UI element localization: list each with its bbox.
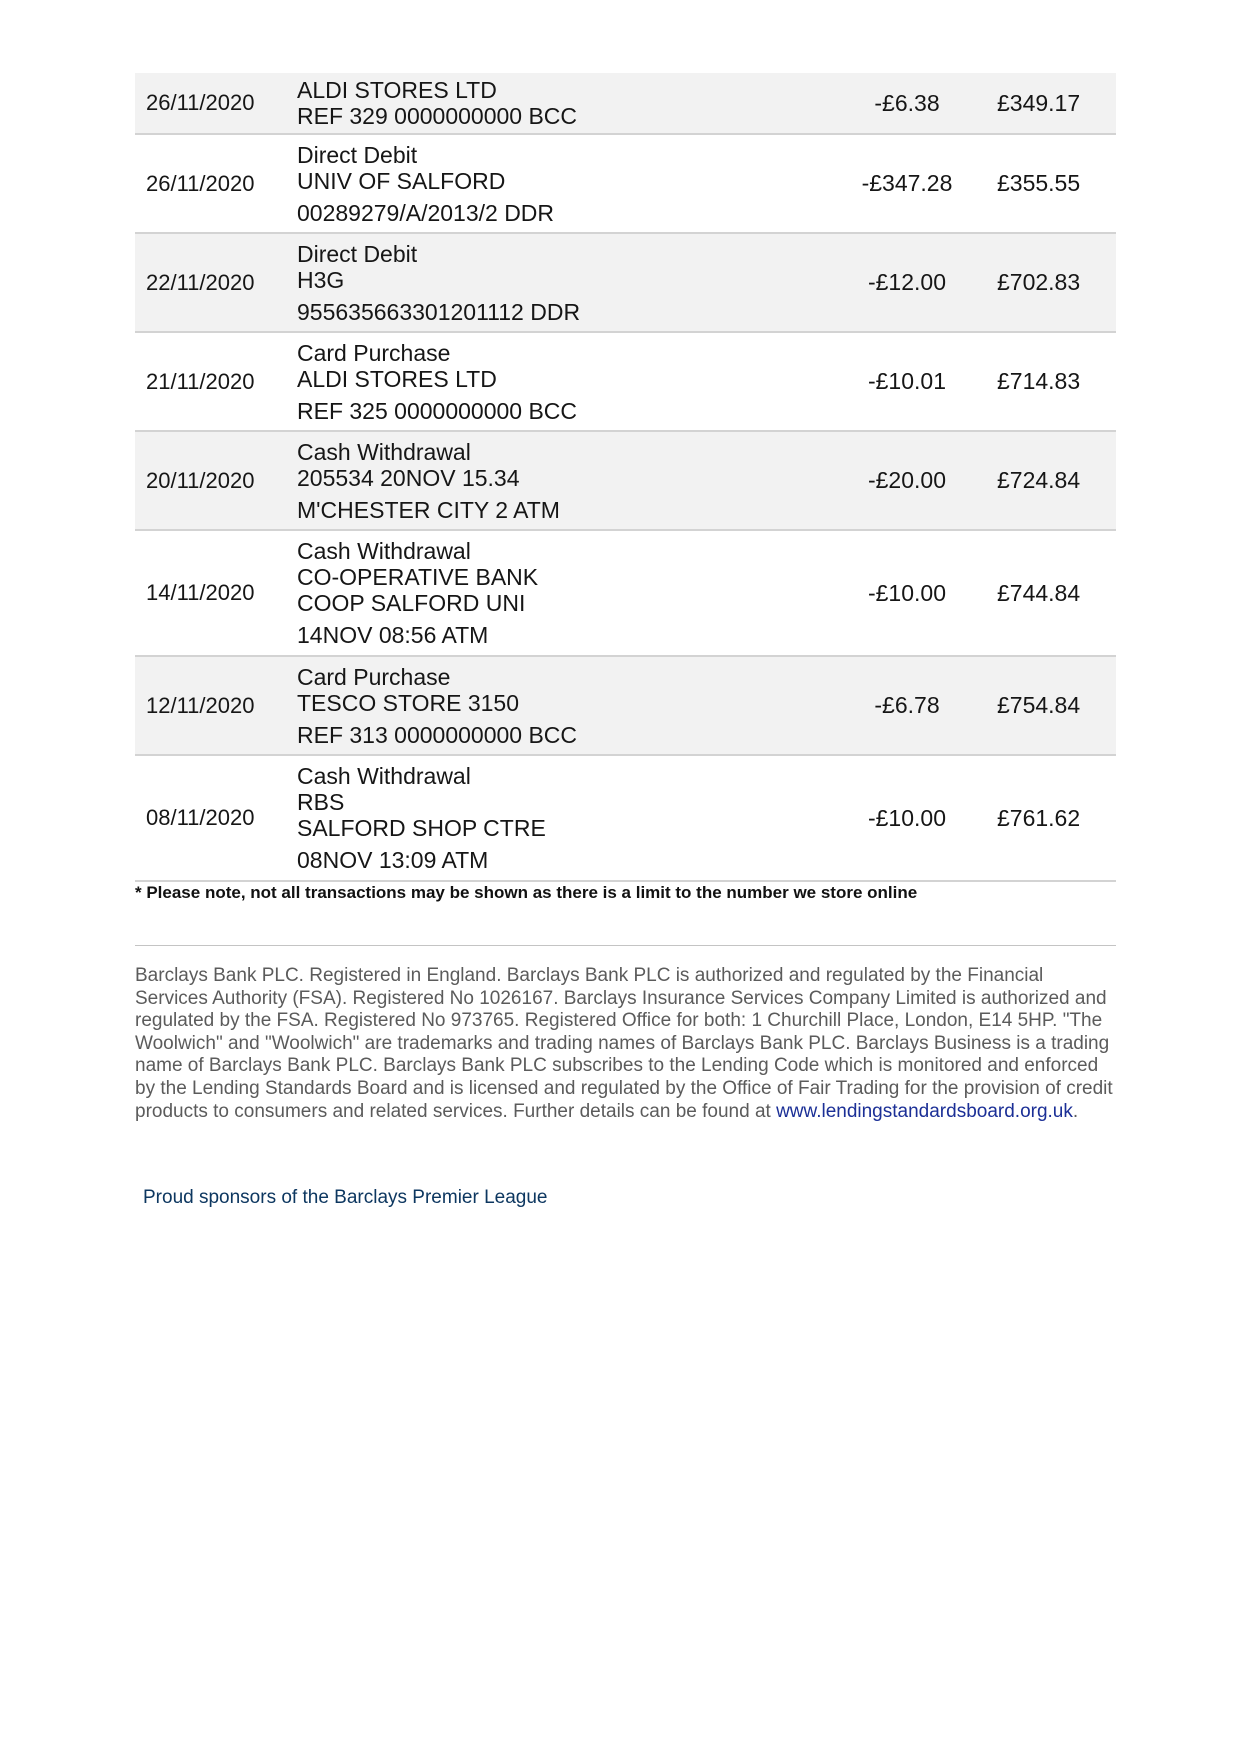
transaction-balance: £349.17 bbox=[997, 89, 1081, 116]
transaction-description bbox=[297, 73, 827, 133]
transactions-footnote: * Please note, not all transactions may be shown as there is a limit to the number we store online bbox=[135, 883, 918, 902]
transaction-description bbox=[297, 135, 827, 232]
transaction-date: 22/11/2020 bbox=[146, 269, 255, 295]
transaction-description bbox=[297, 756, 827, 880]
transaction-description bbox=[297, 432, 827, 529]
transaction-date: 14/11/2020 bbox=[146, 580, 255, 605]
transaction-balance: £744.84 bbox=[997, 579, 1081, 606]
transaction-balance: £761.62 bbox=[997, 804, 1081, 831]
description-line: Direct Debit bbox=[297, 141, 418, 168]
transaction-row bbox=[135, 73, 1116, 135]
transaction-row bbox=[135, 234, 1116, 333]
transaction-row bbox=[135, 333, 1116, 432]
description-line: SALFORD SHOP CTRE bbox=[297, 815, 546, 841]
description-line: Cash Withdrawal bbox=[297, 438, 471, 465]
description-line: TESCO STORE 3150 bbox=[297, 689, 519, 716]
description-line: Card Purchase bbox=[297, 663, 451, 690]
sponsor-text: Proud sponsors of the Barclays Premier League bbox=[143, 1187, 548, 1208]
transaction-balance: £355.55 bbox=[997, 170, 1081, 196]
description-line: CO-OPERATIVE BANK bbox=[297, 564, 539, 590]
transaction-date: 26/11/2020 bbox=[146, 170, 255, 196]
transaction-date: 08/11/2020 bbox=[146, 805, 255, 830]
transaction-balance: £702.83 bbox=[997, 269, 1081, 295]
transaction-row bbox=[135, 135, 1116, 234]
footer-divider bbox=[135, 945, 1116, 946]
description-line: RBS bbox=[297, 789, 345, 815]
description-line: 00289279/A/2013/2 DDR bbox=[297, 199, 555, 226]
transaction-date: 12/11/2020 bbox=[146, 692, 255, 718]
transaction-row bbox=[135, 432, 1116, 531]
description-line: REF 329 0000000000 BCC bbox=[297, 103, 578, 129]
description-line: M'CHESTER CITY 2 ATM bbox=[297, 496, 560, 523]
transaction-description bbox=[297, 531, 827, 655]
description-line: UNIV OF SALFORD bbox=[297, 167, 506, 194]
description-line: 14NOV 08:56 ATM bbox=[297, 622, 489, 648]
transaction-description bbox=[297, 657, 827, 754]
transaction-amount: -£10.00 bbox=[867, 804, 946, 831]
transaction-date: 26/11/2020 bbox=[146, 90, 255, 115]
legal-disclaimer bbox=[135, 965, 1118, 1123]
transaction-description bbox=[297, 333, 827, 430]
description-line: Cash Withdrawal bbox=[297, 763, 471, 789]
transactions-table bbox=[135, 73, 1116, 882]
description-line: COOP SALFORD UNI bbox=[297, 590, 526, 616]
transaction-amount: -£6.38 bbox=[874, 89, 940, 116]
transaction-amount: -£20.00 bbox=[867, 467, 946, 493]
transaction-row bbox=[135, 531, 1116, 657]
description-line: ALDI STORES LTD bbox=[297, 365, 497, 392]
transaction-date: 20/11/2020 bbox=[146, 467, 255, 493]
legal-suffix: . bbox=[1072, 1100, 1079, 1122]
description-line: 955635663301201112 DDR bbox=[297, 298, 581, 325]
description-line: REF 325 0000000000 BCC bbox=[297, 397, 578, 424]
transaction-amount: -£10.00 bbox=[867, 579, 946, 606]
description-line: H3G bbox=[297, 266, 345, 293]
description-line: 205534 20NOV 15.34 bbox=[297, 464, 520, 491]
transaction-balance: £714.83 bbox=[997, 368, 1081, 394]
description-line: Cash Withdrawal bbox=[297, 538, 471, 564]
transaction-row bbox=[135, 756, 1116, 882]
transaction-date: 21/11/2020 bbox=[146, 368, 255, 394]
description-line: 08NOV 13:09 ATM bbox=[297, 847, 489, 873]
transaction-amount: -£6.78 bbox=[874, 692, 940, 718]
transaction-amount: -£347.28 bbox=[861, 170, 953, 196]
description-line: Direct Debit bbox=[297, 240, 418, 267]
description-line: REF 313 0000000000 BCC bbox=[297, 721, 578, 748]
description-line: Card Purchase bbox=[297, 339, 451, 366]
transaction-amount: -£10.01 bbox=[867, 368, 946, 394]
transaction-row bbox=[135, 657, 1116, 756]
legal-text: Barclays Bank PLC. Registered in England. Barclays Bank PLC is authorized and regulated by the Financial Services Authority (FSA). Registered No 1026167. Barclays Insurance Services Company Limited is authorized and regulated by the FSA. Registered No 973765. Registered Office for both: 1 Churchill Place, London, E14 5HP. "The Woolwich" and "Woolwich" are trademarks and trading names of Barclays Bank PLC. Barclays Business is a trading name of Barclays Bank PLC. Barclays Bank PLC subscribes to the Lending Code which is monitored and enforced by the Lending Standards Board and is licensed and regulated by the Office of Fair Trading for the provision of credit products to consumers and related services. Further details can be found at bbox=[135, 965, 1113, 1122]
transaction-amount: -£12.00 bbox=[867, 269, 946, 295]
description-line: ALDI STORES LTD bbox=[297, 77, 497, 103]
transaction-balance: £754.84 bbox=[997, 692, 1081, 718]
transaction-balance: £724.84 bbox=[997, 467, 1081, 493]
lending-standards-link[interactable]: www.lendingstandardsboard.org.uk bbox=[776, 1100, 1073, 1122]
transaction-description bbox=[297, 234, 827, 331]
